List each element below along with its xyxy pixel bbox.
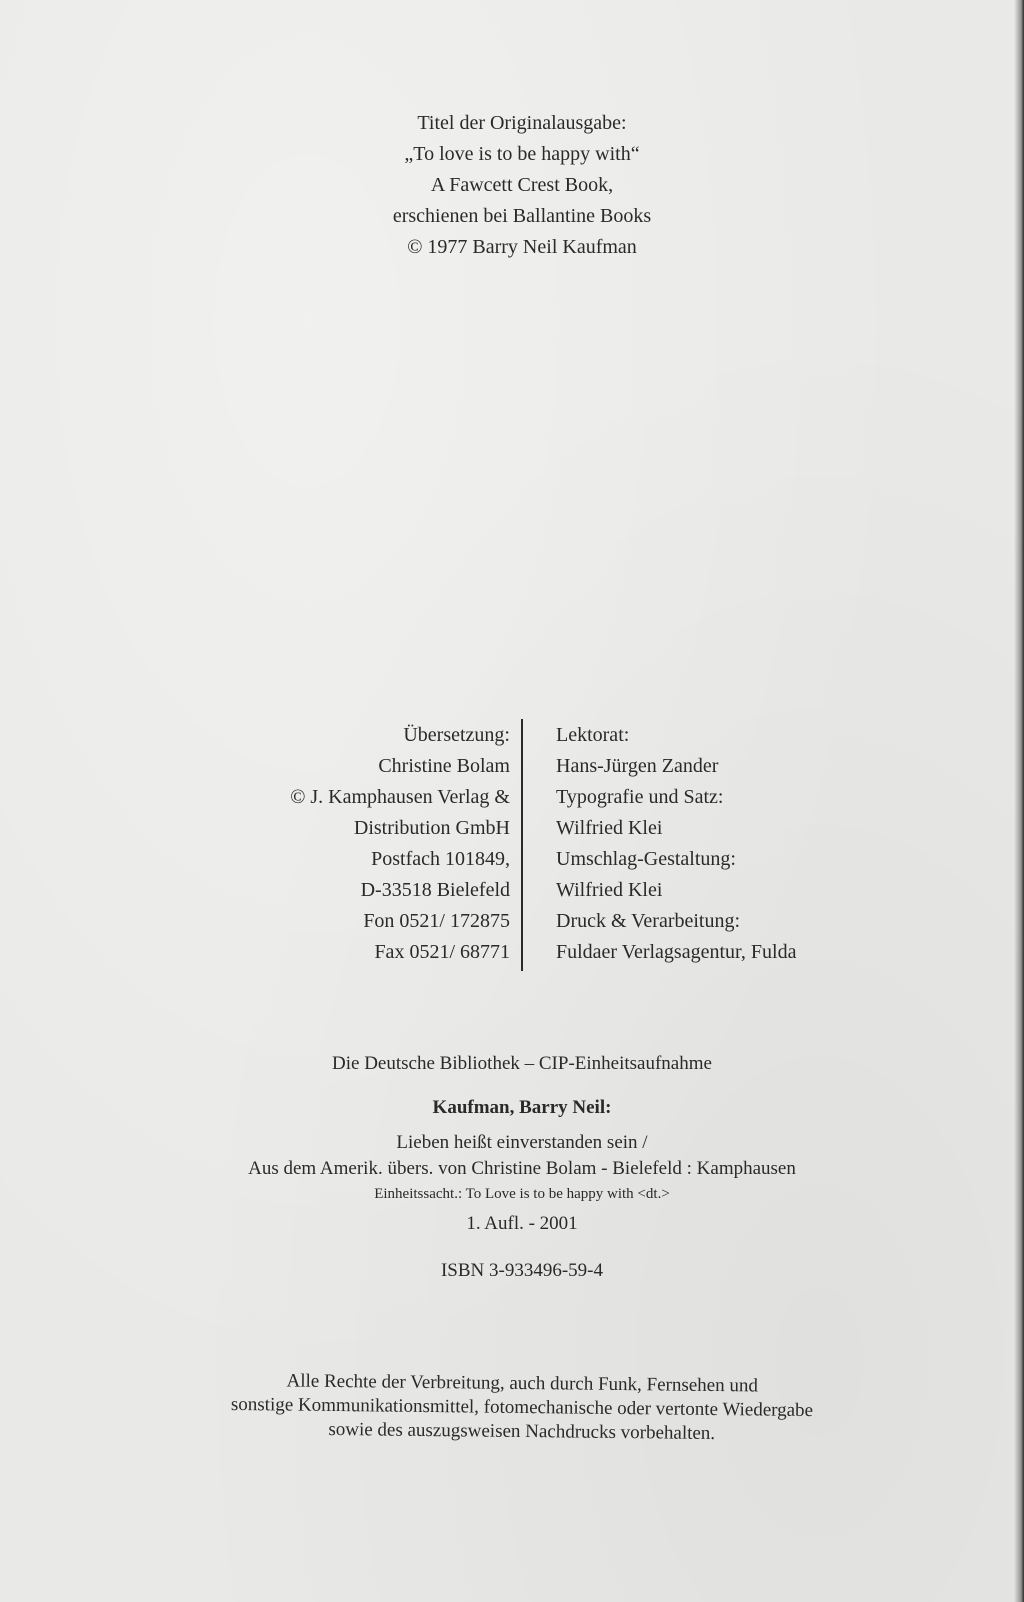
cip-edition: 1. Aufl. - 2001 bbox=[466, 1213, 578, 1234]
publisher-city: D-33518 Bielefeld bbox=[360, 879, 510, 901]
original-title: „To love is to be happy with“ bbox=[404, 143, 640, 165]
original-publisher-imprint: A Fawcett Crest Book, bbox=[430, 174, 614, 196]
rights-notice bbox=[192, 1369, 853, 1448]
original-publisher: erschienen bei Ballantine Books bbox=[392, 205, 652, 227]
editing-label: Lektorat: bbox=[556, 724, 630, 746]
translation-label: Übersetzung: bbox=[403, 724, 510, 746]
printer-name: Fuldaer Verlagsagentur, Fulda bbox=[556, 941, 797, 963]
cover-design-label: Umschlag-Gestaltung: bbox=[556, 848, 736, 870]
publisher-copyright: © J. Kamphausen Verlag & bbox=[290, 786, 510, 808]
publisher-company: Distribution GmbH bbox=[353, 817, 510, 839]
rights-line: sowie des auszugsweisen Nachdrucks vorbehalten. bbox=[328, 1418, 716, 1445]
cip-author: Kaufman, Barry Neil: bbox=[432, 1097, 612, 1118]
original-edition-label: Titel der Originalausgabe: bbox=[417, 112, 627, 134]
cip-translation-note: Aus dem Amerik. übers. von Christine Bolam - Bielefeld : Kamphausen bbox=[248, 1158, 796, 1179]
typesetting-label: Typografie und Satz: bbox=[556, 786, 724, 808]
rights-line: sonstige Kommunikationsmittel, fotomechanische oder vertonte Wiedergabe bbox=[230, 1393, 814, 1422]
translator-name: Christine Bolam bbox=[378, 755, 510, 777]
printing-label: Druck & Verarbeitung: bbox=[556, 910, 741, 932]
publisher-po-box: Postfach 101849, bbox=[371, 848, 510, 870]
credits-right-column bbox=[556, 720, 796, 968]
publisher-phone: Fon 0521/ 172875 bbox=[363, 910, 510, 932]
credits-left-column bbox=[290, 720, 510, 968]
rights-line: Alle Rechte der Verbreitung, auch durch Funk, Fernsehen und bbox=[286, 1370, 759, 1397]
editor-name: Hans-Jürgen Zander bbox=[556, 755, 719, 777]
isbn: ISBN 3-933496-59-4 bbox=[440, 1260, 604, 1281]
publisher-fax: Fax 0521/ 68771 bbox=[374, 941, 510, 963]
cip-record bbox=[212, 1050, 832, 1285]
original-copyright: © 1977 Barry Neil Kaufman bbox=[407, 236, 637, 258]
original-edition-block bbox=[262, 108, 782, 263]
cip-title: Lieben heißt einverstanden sein / bbox=[396, 1132, 648, 1153]
typesetter-name: Wilfried Klei bbox=[556, 817, 663, 839]
cover-designer-name: Wilfried Klei bbox=[556, 879, 663, 901]
cip-uniform-title: Einheitssacht.: To Love is to be happy with <dt.> bbox=[374, 1186, 670, 1202]
credits-divider bbox=[521, 719, 523, 971]
cip-heading: Die Deutsche Bibliothek – CIP-Einheitsaufnahme bbox=[332, 1053, 712, 1074]
page-edge-shadow bbox=[1014, 0, 1024, 1602]
